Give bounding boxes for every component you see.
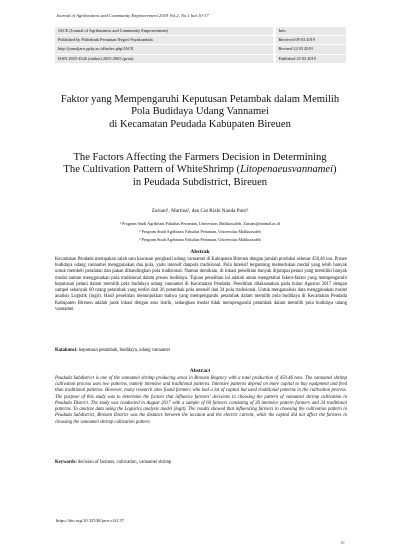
- info-row-right: Received 09 03 2019: [274, 36, 346, 45]
- kata-kunci: [55, 348, 347, 353]
- abstract-heading: Abstract: [189, 368, 211, 374]
- info-row: [55, 45, 346, 54]
- info-row-left: Published by Politeknik Pertanian Negeri Payakumbuh: [55, 36, 274, 45]
- title-id-line: Faktor yang Mempengaruhi Keputusan Petambak dalam Memilih: [60, 94, 340, 105]
- abstract-text: Peudada Subdistrict is one of the vannamei shrimp producing areas in Bireuen Regency with a total production of 450.46 tons. The vannamei shrimp cultivation process uses two patterns, namely intensive and traditional patterns. Intensive patterns depend on more capital to buy equipment and feed than traditional patterns. However, many research sites found farmers who had a lot of capital but used traditional patterns in the cultivation process. The purpose of this study was to determine the factors that influence farmers' decisions in choosing the pattern of vannamei shrimp cultivation in Peudada District. The study was conducted in August 2017 with a sample of 60 farmers consisting of 26 intensive pattern farmers and 34 traditional patterns. To analyze data using the Logistics analysis model (logit). The results showed that influencing farmers in choosing the cultivation pattern in Peudada Subdistrict, Bireuen District was the distance between the location and the electric current, while the capital did not affect the farmers in choosing the vannamei shrimp cultivation pattern.: [55, 376, 347, 425]
- title-en-line2-pre: The Cultivation Pattern of WhiteShrimp (: [63, 164, 241, 176]
- info-row: [55, 54, 346, 63]
- abstrak-text: Kecamatan Peudada merupakan salah satu kawasan penghasil udang vannamei di Kabupaten Bireuen dengan jumlah produksi sebesar 450,46 ton. Proses budidaya udang vannamei menggunakan dua pola, yaitu intensif danpola tradisional. Pola Intensif tergantung memerlukan modal yang lebih banyak untuk membeli peralatan dan pakan dibandingkan pola tradisional. Namun demikian, di lokasi penelitian banyak dijumpai petani yang memiliki banyak modal namun menggunakan pola tradisional dalam proses budidaya. Tujuan penelitian ini adalah untuk mengetahui faktor-faktor yang mempengaruhi keputusan petani dalam memilih pola budidaya udang vannamei di Kecamatan Peudada. Penelitian dilaksanakan pada bulan Agustus 2017 dengan sampel sebanyak 60 orang petambak yang terdiri dari 26 petambak pola intensif dan 34 pola tradisional. Untuk menganalisis data menggunakan model analisis Logistik (logit). Hasil penelitian menunjukkan bahwa yang mempengaruhi petambak dalam memilih pola budidaya di Kecamatan Peudada Kabupaten Bireuen adalah jarak lokasi dengan arus listrik, sedangkan modal tidak mempengaruhi petambak dalam memilih pola budidaya udang vannamei.: [55, 257, 347, 312]
- info-row-left: JACE (Journal of Agribusiness and Community Empowerment): [55, 27, 274, 36]
- affiliation: ¹ Program Studi Agribisnis Fakultas Pertanian, Universitas Malikussaleh. Zuriani@unimal.ac.id: [119, 221, 281, 226]
- running-header: Journal of Agribusiness and Community Empowerment 2019 Vol.2, No.1 hal 10-17: [56, 13, 209, 18]
- title-en-line: [40, 164, 360, 176]
- keywords: [55, 460, 347, 465]
- keywords-label: Keywords:: [55, 460, 77, 465]
- title-id-line: Pola Budidaya Udang Vannamei: [131, 106, 269, 118]
- abstrak-heading: Abstrak: [190, 249, 210, 255]
- info-row: [55, 36, 346, 45]
- title-en-line: The Factors Affecting the Farmers Decision in Determining: [73, 152, 327, 163]
- species-name: Litopenaeusvannamei: [240, 164, 334, 176]
- info-row: [55, 27, 346, 36]
- title-indonesian: [40, 94, 360, 131]
- title-en-line: in Peudada Subdistrict, Bireuen: [132, 176, 268, 188]
- info-row-left: ISSN 2655-4526 (online) 2655-2965 (print): [55, 54, 274, 63]
- affiliation: ³ Program Studi Agribisnis Fakultas Pertanian, Universitas Malikussaleh: [139, 236, 261, 242]
- doi-link[interactable]: https://doi.org/10.32530/jace.v2i1.57: [56, 518, 125, 523]
- kata-kunci-label: Katakunci:: [55, 348, 78, 353]
- info-row-right: Info: [274, 27, 346, 36]
- affiliations: [40, 220, 360, 243]
- kata-kunci-value: keputusan petambak, budidaya, udang vannamei: [77, 348, 170, 353]
- info-row-left: http://jurnaljace.ppky.ac.id/index.php/JACE: [55, 45, 274, 54]
- info-row-right: Revised 22 03 2019: [274, 45, 346, 54]
- title-en-line2-post: ): [333, 164, 337, 176]
- title-english: [40, 152, 360, 189]
- affiliation: ² Program Studi Agribisnis Fakultas Pertanian, Universitas Malikussaleh: [139, 228, 261, 234]
- journal-info-table: [55, 26, 346, 63]
- keywords-value: decision of farmers, cultivation, vannamei shrimp: [76, 460, 172, 465]
- author-list: Zuriani¹, Martina², dan Cut Rizki Nanda Putri³: [151, 208, 249, 214]
- title-id-line: di Kecamatan Peudada Kabupaten Bireuen: [109, 118, 291, 130]
- page-number: 10: [340, 540, 345, 545]
- info-row-right: Published 25 03 2019: [274, 54, 346, 63]
